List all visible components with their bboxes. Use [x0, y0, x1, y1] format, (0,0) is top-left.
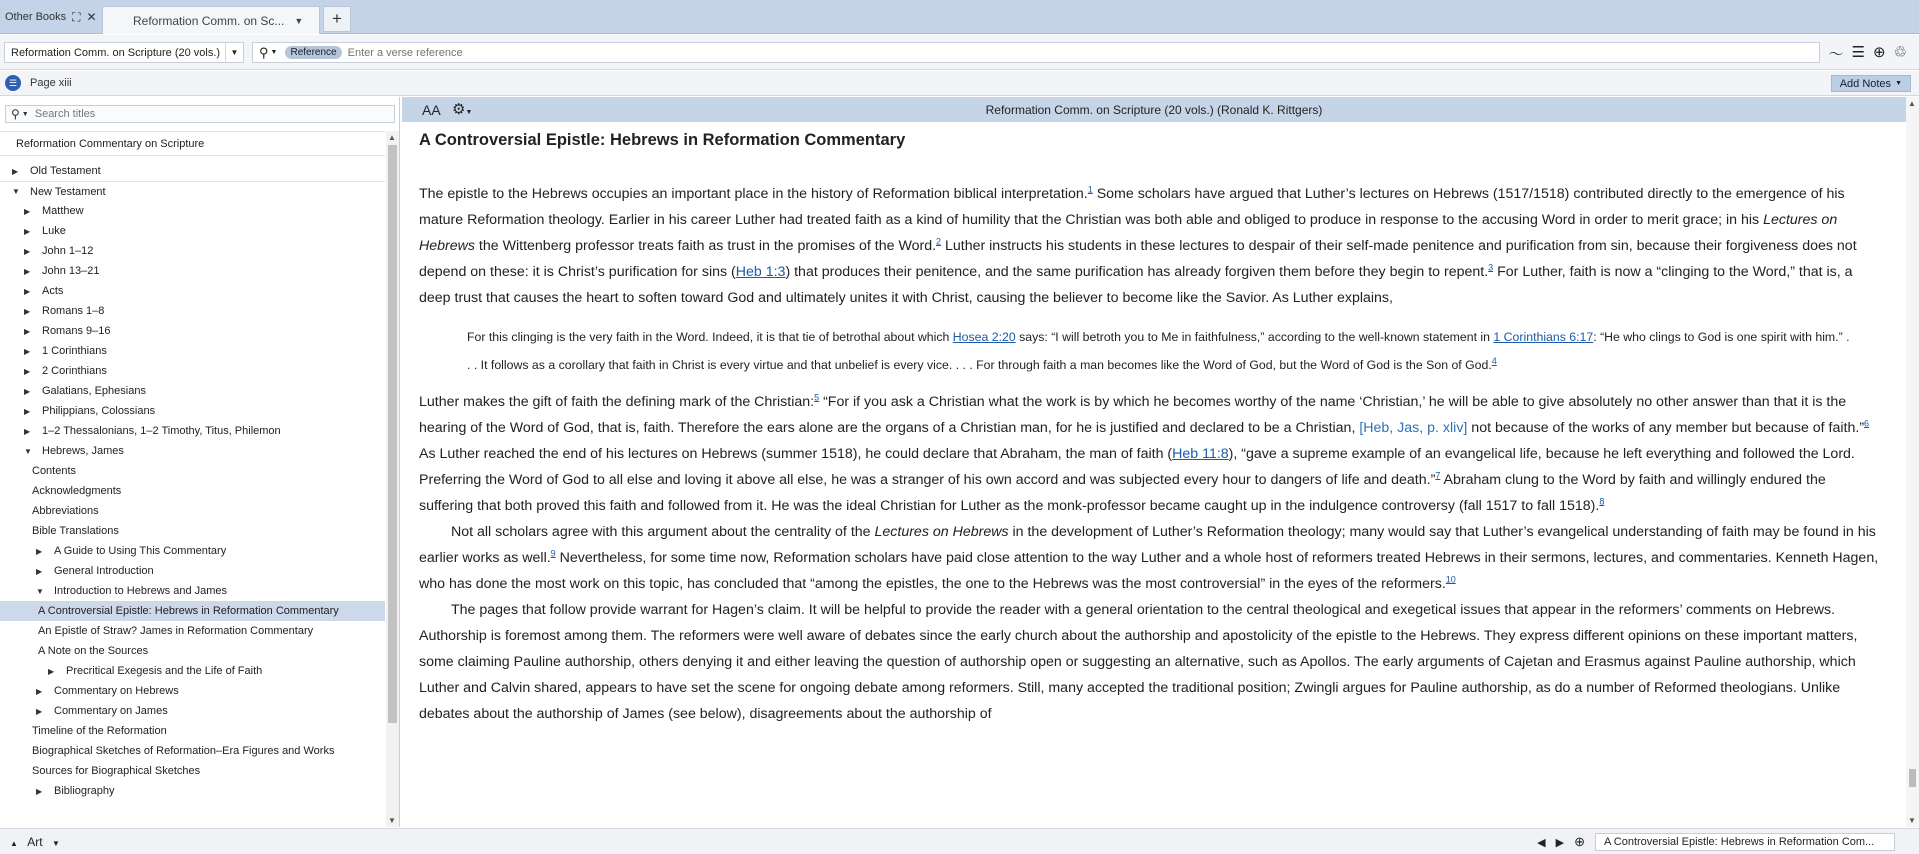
text-run: Some scholars have argued that Luther’s lectures on Hebrews (1517/1518) contributed directly to the emergence of his mature Reformation theology. Earlier in his career Luther had treated faith as a kind of humility that the Christian was both able and obliged to produce in response to the accusing Word in order to merit grace; in his: [419, 186, 1845, 228]
text-run: The epistle to the Hebrews occupies an important place in the history of Reformation biblical interpretation.: [419, 186, 1088, 202]
art-label: Art: [27, 835, 43, 849]
tree-item[interactable]: [0, 381, 385, 401]
tree-item-label: Commentary on James: [54, 705, 168, 717]
sidebar-scrollbar[interactable]: [386, 131, 399, 827]
tree-item-label: Bibliography: [54, 785, 115, 797]
tree-item-label: Acknowledgments: [32, 485, 122, 497]
page-marker[interactable]: [Heb, Jas, p. xliv]: [1359, 420, 1468, 436]
next-icon[interactable]: ▶: [1555, 836, 1565, 849]
tree-item[interactable]: [0, 421, 385, 441]
verse-link[interactable]: Hosea 2:20: [952, 330, 1016, 344]
tree-item-label: Commentary on Hebrews: [54, 685, 179, 697]
tree-item-label: Sources for Biographical Sketches: [32, 765, 201, 777]
paragraph-3: [419, 519, 1881, 597]
reader-scrollbar-thumb[interactable]: [1909, 769, 1916, 787]
gear-icon[interactable]: ⚙▼: [452, 101, 473, 118]
reference-search-box[interactable]: [252, 42, 1820, 63]
tree-item[interactable]: [0, 661, 385, 681]
expand-icon[interactable]: ▶: [24, 426, 31, 436]
toolbar-icons: [1829, 43, 1908, 64]
footnote-link[interactable]: 7: [1435, 470, 1441, 481]
expand-icon[interactable]: ▶: [24, 286, 31, 296]
footnote-link[interactable]: 9: [550, 548, 556, 559]
tree-item[interactable]: [0, 741, 385, 761]
tree-item-label: Luke: [42, 225, 66, 237]
text-run: Nevertheless, for some time now, Reformation scholars have paid close attention to the way Luther and a whole host of reformers treated Hebrews in their sermons, lectures, and commentaries. Kenneth Hagen, who has done the most work on this topic, has concluded that “among the epistles, the one to the Hebrews was the most controversial” in the eyes of the reformers.: [419, 550, 1879, 592]
reader-header: [402, 97, 1906, 122]
tree-item-label: General Introduction: [54, 565, 154, 577]
chevron-down-icon[interactable]: ▼: [225, 43, 243, 62]
text-run: in the development of Luther’s Reformation theology; many would say that Luther’s evangelical understanding of faith may be found in his earlier works as well.: [419, 524, 1876, 566]
footnote-link[interactable]: 8: [1599, 496, 1605, 507]
text-list-icon[interactable]: ☰: [1851, 44, 1865, 61]
tree-root[interactable]: Reformation Commentary on Scripture: [0, 131, 385, 156]
tree-item[interactable]: [0, 281, 385, 301]
tree-item-label: A Note on the Sources: [38, 645, 149, 657]
scroll-down-icon[interactable]: ▼: [1908, 816, 1916, 825]
sidebar-scrollbar-thumb[interactable]: [388, 145, 397, 723]
expand-icon[interactable]: ▶: [48, 666, 55, 676]
current-location[interactable]: A Controversial Epistle: Hebrews in Reformation Com...: [1595, 833, 1895, 851]
tree-item-label: John 1–12: [42, 245, 94, 257]
search-icon[interactable]: ⚲: [259, 44, 269, 60]
previous-icon[interactable]: ◀: [1537, 836, 1546, 849]
tab-reformation-commentary[interactable]: [102, 6, 320, 34]
paragraph-4: The pages that follow provide warrant for Hagen’s claim. It will be helpful to provide the reader with a general orientation to the central theological and exegetical issues that appear in the reformers’ comments on Hebrews. Authorship is foremost among them. The reformers were well aware of debates since the early church about the authorship and apostolicity of the epistle to the Hebrews. They express different opinions on these important matters, some claiming Pauline authorship, others denying it and either leaving the question of authorship open or suggesting an alternative, such as Apollos. The early arguments of Cajetan and Erasmus against Pauline authorship, which Luther and Calvin shared, appears to have set the scene for ongoing debate among reformers. Still, many accepted the traditional position; Zwingli argues for Pauline authorship, as do a number of Reformed theologians. Unlike debates about the authorship of James (see below), disagreements about the authorship of: [419, 602, 1858, 722]
tree-item[interactable]: [0, 781, 385, 801]
expand-icon[interactable]: ▶: [24, 306, 31, 316]
text-run: not because of the works of any member but because of faith.”: [1467, 420, 1865, 436]
tree-item[interactable]: [0, 261, 385, 281]
text-run: Luther instructs his students in these lectures to despair of their self-made penitence and purification from sin, because their forgiveness does not depend on these: it is Christ’s purification for sins (: [419, 238, 1857, 280]
text-run: ) that produces their penitence, and the same purification has already forgiven them before they begin to repent.: [785, 264, 1489, 280]
triangle-up-icon: ▲: [10, 839, 18, 848]
toc-tree: [0, 157, 385, 827]
verse-link[interactable]: 1 Corinthians 6:17: [1493, 330, 1594, 344]
tree-item-label: Timeline of the Reformation: [32, 725, 167, 737]
tree-item-label: Philippians, Colossians: [42, 405, 156, 417]
tree-item-label: Hebrews, James: [42, 445, 124, 457]
expand-icon[interactable]: ▶: [24, 386, 31, 396]
text-run: Not all scholars agree with this argument about the centrality of the: [451, 524, 875, 540]
tree-item-label: A Guide to Using This Commentary: [54, 545, 227, 557]
text-run: ), “gave a supreme example of an evangelical life, because he left everything and followed the Lord. Preferring the Word of God to all else and loving it above all else, he was a stranger of his own accord and was subjected every hour to dangers of life and death.”: [419, 446, 1855, 488]
text-run: For Luther, faith is now a “clinging to the Word,” that is, a deep trust that causes the heart to soften toward God and ultimately unites it with Christ, causing the believer to become like the Savior. As Luther explains,: [419, 264, 1853, 306]
page-indicator: Page xiii: [30, 77, 72, 89]
expand-icon[interactable]: ▶: [24, 266, 31, 276]
paragraph-2: [419, 389, 1881, 519]
tree-item[interactable]: [0, 721, 385, 741]
art-menu[interactable]: [10, 835, 60, 849]
italic-title: Lectures on Hebrews: [419, 212, 1838, 254]
resource-selector-label: Reformation Comm. on Scripture (20 vols.): [11, 46, 221, 59]
tree-item-label: 1 Corinthians: [42, 345, 107, 357]
tree-item[interactable]: [0, 361, 385, 381]
text-run: : “He who clings to God is one spirit with him.” . . . It follows as a corollary that faith in Christ is every virtue and that unbelief is every vice. . . . For through faith a man becomes like the Word of God, but the Word of God is the Son of God.: [467, 330, 1850, 372]
tree-item[interactable]: [0, 481, 385, 501]
tab-other-books-label: Other Books: [5, 11, 67, 23]
tree-item-label: Galatians, Ephesians: [42, 385, 146, 397]
tree-item[interactable]: [0, 701, 385, 721]
tree-item-label: Acts: [42, 285, 64, 297]
tree-item-label: Precritical Exegesis and the Life of Faith: [66, 665, 263, 677]
collapse-icon[interactable]: ▼: [36, 586, 44, 596]
tree-item[interactable]: [0, 561, 385, 581]
text-run: Luther makes the gift of faith the defining mark of the Christian:: [419, 394, 815, 410]
footnote-link[interactable]: 4: [1491, 355, 1497, 366]
search-icon[interactable]: ⚲: [11, 107, 20, 121]
tree-item-label: Contents: [32, 465, 77, 477]
status-right: [1537, 833, 1895, 851]
scroll-down-icon[interactable]: ▼: [388, 816, 396, 825]
footnote-link[interactable]: 5: [814, 392, 820, 403]
tree-item[interactable]: [0, 241, 385, 261]
tab-active-label: Reformation Comm. on Sc...: [133, 13, 285, 28]
tree-item[interactable]: [0, 501, 385, 521]
text-run: “For if you ask a Christian what the work is by which he becomes worthy of the name ‘Christian,’ he will be able to give absolutely no other answer than that it is the hearing of the Word of God, that is, faith. Therefore the ears alone are the organs of a Christian man, for he is justified and declared to be a Christian,: [419, 394, 1847, 436]
verse-link[interactable]: Heb 11:8: [1172, 446, 1229, 462]
search-dropdown-icon[interactable]: ▼: [21, 110, 29, 118]
tree-item[interactable]: [0, 581, 385, 601]
tree-item[interactable]: [0, 521, 385, 541]
text-run: the Wittenberg professor treats faith as trust in the promises of the Word.: [474, 238, 937, 254]
tree-item[interactable]: [0, 301, 385, 321]
expand-icon[interactable]: ▶: [24, 226, 31, 236]
expand-icon[interactable]: ▶: [24, 326, 31, 336]
expand-icon[interactable]: ⛶: [72, 9, 81, 24]
chevron-down-icon[interactable]: ▼: [294, 15, 304, 26]
block-quote: [467, 323, 1851, 379]
tree-item[interactable]: [0, 461, 385, 481]
font-size-icon[interactable]: AA: [422, 102, 441, 118]
expand-icon[interactable]: ▶: [36, 566, 43, 576]
add-circle-icon[interactable]: ⊕: [1872, 44, 1886, 61]
add-notes-button[interactable]: [1831, 75, 1911, 92]
expand-icon[interactable]: ▶: [36, 546, 43, 556]
text-run: Abraham clung to the Word by faith and willingly endured the suffering that both proved this faith and followed from it. He was the ideal Christian for Luther as the monk-professor became caught up in the indulgence controversy (fall 1517 to fall 1518).: [419, 472, 1826, 514]
tree-item-label: New Testament: [30, 185, 106, 198]
italic-title: Lectures on Hebrews: [874, 524, 1009, 540]
footnote-link[interactable]: 1: [1087, 184, 1093, 195]
scroll-up-icon[interactable]: ▲: [388, 133, 396, 142]
footnote-link[interactable]: 3: [1488, 262, 1494, 273]
status-bar: [0, 828, 1919, 854]
tree-item[interactable]: [0, 321, 385, 341]
expand-icon[interactable]: ▶: [36, 686, 43, 696]
expand-icon[interactable]: ▶: [36, 706, 43, 716]
sidebar: [0, 97, 400, 827]
tree-item-label: Abbreviations: [32, 505, 99, 517]
expand-icon[interactable]: ▶: [24, 246, 31, 256]
tree-item[interactable]: [0, 201, 385, 221]
tree-item-label: Romans 1–8: [42, 305, 105, 317]
footnote-link[interactable]: 6: [1864, 418, 1870, 429]
wave-icon[interactable]: 〜: [1828, 46, 1844, 63]
add-notes-label: Add Notes: [1839, 77, 1892, 90]
scroll-up-icon[interactable]: ▲: [1908, 99, 1916, 108]
text-run: As Luther reached the end of his lectures on Hebrews (summer 1518), he could declare that Abraham, the man of faith (: [419, 446, 1173, 462]
reference-type-pill[interactable]: Reference: [285, 46, 341, 59]
toolbar: [0, 35, 1919, 70]
tree-item-label: A Controversial Epistle: Hebrews in Reformation Commentary: [38, 605, 339, 617]
expand-icon[interactable]: ▶: [12, 166, 19, 176]
chevron-down-icon: ▼: [51, 839, 60, 848]
paragraph-1: [419, 181, 1881, 311]
tree-item-label: Biographical Sketches of Reformation–Era Figures and Works: [32, 745, 335, 757]
collapse-icon[interactable]: ▼: [12, 187, 20, 196]
tree-item[interactable]: [0, 341, 385, 361]
reader-scrollbar[interactable]: [1906, 97, 1919, 827]
tree-item-label: 2 Corinthians: [42, 365, 107, 377]
reference-input[interactable]: [348, 47, 1248, 59]
footnote-link[interactable]: 10: [1445, 574, 1456, 585]
expand-icon[interactable]: ▶: [24, 406, 31, 416]
tree-item-label: 1–2 Thessalonians, 1–2 Timothy, Titus, Philemon: [42, 425, 281, 437]
tree-item[interactable]: [0, 161, 385, 181]
tab-other-books[interactable]: [0, 0, 100, 34]
expand-icon[interactable]: ▶: [24, 346, 31, 356]
text-run: says: “I will betroth you to Me in faithfulness,” according to the well-known statement in: [1015, 330, 1494, 344]
tree-item[interactable]: [0, 181, 385, 201]
tree-item[interactable]: [0, 621, 385, 641]
globe-icon[interactable]: ⊕: [1574, 834, 1585, 849]
reader-header-title: Reformation Comm. on Scripture (20 vols.) (Ronald K. Rittgers): [985, 102, 1323, 117]
resource-selector[interactable]: [4, 42, 244, 63]
tree-item-label: Introduction to Hebrews and James: [54, 585, 228, 597]
expand-icon[interactable]: ▶: [24, 366, 31, 376]
reader-pane: [402, 97, 1919, 827]
tree-item[interactable]: [0, 641, 385, 661]
search-titles-placeholder[interactable]: Search titles: [34, 108, 96, 120]
tree-item-label: An Epistle of Straw? James in Reformation Commentary: [38, 625, 314, 637]
search-dropdown-icon[interactable]: ▼: [270, 49, 278, 56]
collapse-icon[interactable]: ▼: [24, 446, 32, 456]
chevron-down-icon: ▼: [1895, 80, 1902, 87]
tree-item-label: Matthew: [42, 205, 84, 217]
tree-item[interactable]: [0, 441, 385, 461]
close-icon[interactable]: ✕: [86, 10, 97, 24]
tree-item-label: Romans 9–16: [42, 325, 111, 337]
tree-item[interactable]: [0, 681, 385, 701]
search-titles-box[interactable]: [5, 105, 395, 123]
tree-item[interactable]: [0, 761, 385, 781]
tree-item-label: Bible Translations: [32, 525, 119, 537]
tree-item[interactable]: [0, 401, 385, 421]
article-heading: A Controversial Epistle: Hebrews in Reformation Commentary: [419, 131, 906, 149]
tree-item[interactable]: [0, 221, 385, 241]
tab-bar: [0, 0, 1919, 34]
expand-icon[interactable]: ▶: [24, 206, 31, 216]
text-run: For this clinging is the very faith in the Word. Indeed, it is that tie of betrothal about which: [467, 330, 953, 344]
recycle-icon[interactable]: ♲: [1893, 44, 1907, 61]
expand-icon[interactable]: ▶: [36, 786, 43, 796]
table-of-contents-icon[interactable]: ☰: [5, 75, 21, 91]
tree-item[interactable]: [0, 541, 385, 561]
tree-item-label: Old Testament: [30, 165, 101, 177]
add-tab-button[interactable]: +: [323, 6, 351, 32]
footnote-link[interactable]: 2: [936, 236, 942, 247]
panel-header: [0, 71, 1919, 96]
tree-item-label: John 13–21: [42, 265, 100, 277]
article-body: [419, 123, 1881, 827]
verse-link[interactable]: Heb 1:3: [735, 264, 786, 280]
tree-item[interactable]: [0, 601, 385, 621]
